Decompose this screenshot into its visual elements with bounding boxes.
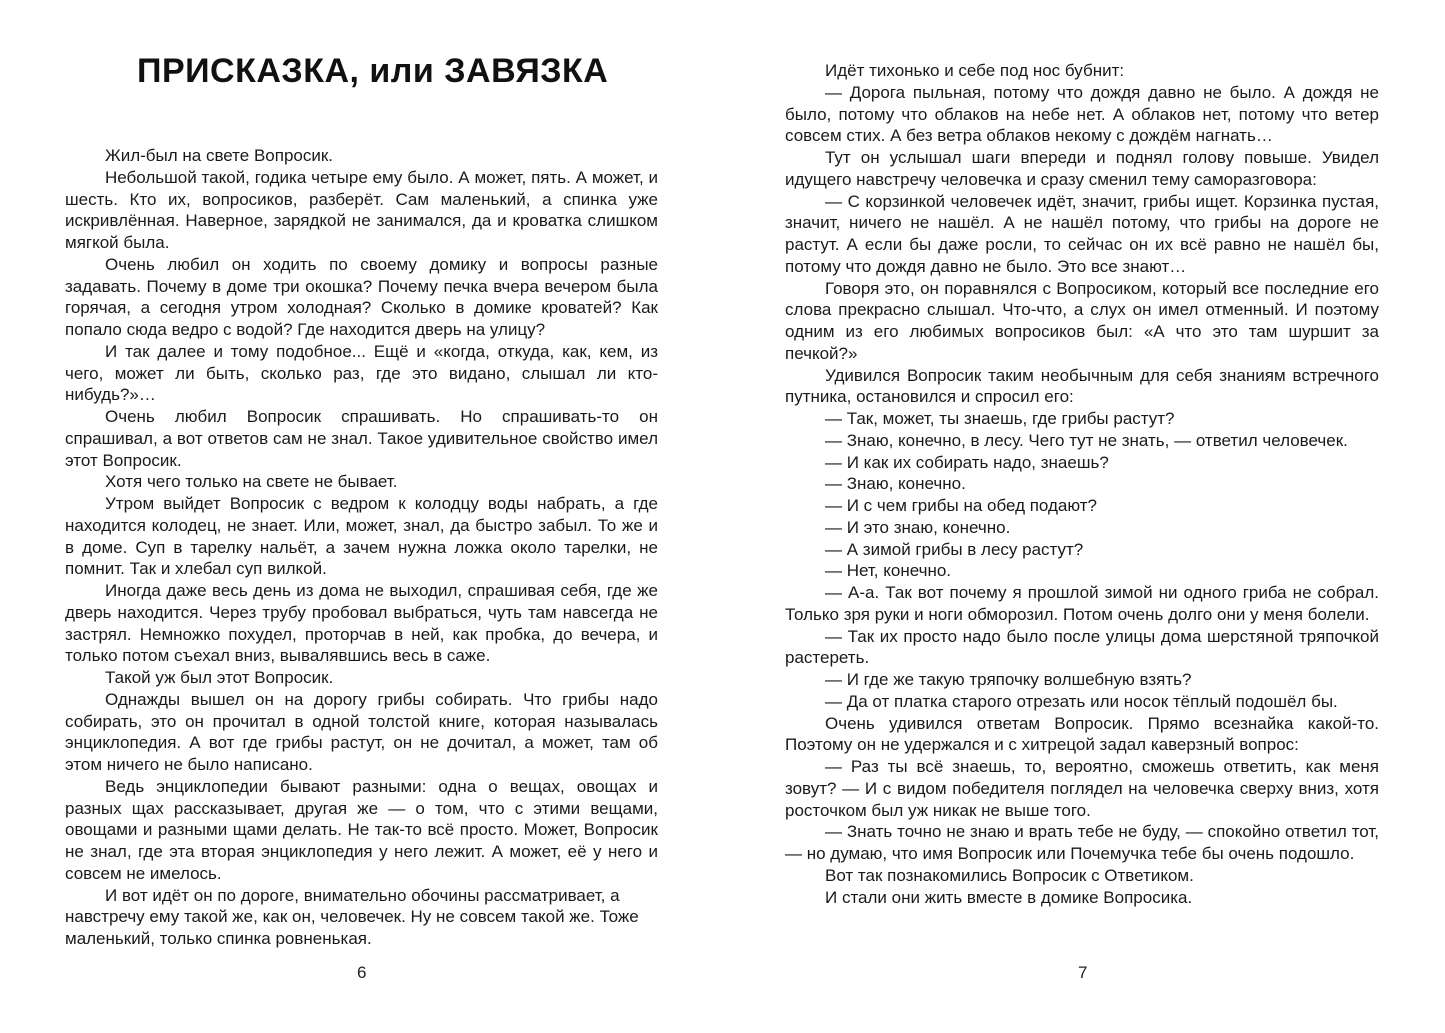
paragraph: — Знать точно не знаю и врать тебе не буду, — спокойно ответил тот, — но думаю, что имя Вопросик или Почемучка тебе бы очень подошло. [785, 822, 1379, 863]
paragraph: Очень любил он ходить по своему домику и вопросы разные задавать. Почему в доме три окошка? Почему печка вчера вечером была горячая, а сегодня утром холодная? Сколько в домике кроватей? Как попало сюда ведро с водой? Где находится дверь на улицу? [65, 254, 658, 339]
paragraph: Иногда даже весь день из дома не выходил, спрашивая себя, где же дверь находится. Через трубу пробовал выбраться, чуть там навсегда не застрял. Немножко похудел, проторчав в ней, как пробка, до вечера, и только потом съехал вниз, вывалявшись весь в саже. [65, 581, 658, 666]
paragraph: — И с чем грибы на обед подают? [825, 496, 1098, 515]
paragraph: — Знаю, конечно, в лесу. Чего тут не знать, — ответил человечек. [825, 430, 1348, 450]
chapter-title: ПРИСКАЗКА, или ЗАВЯЗКА [137, 52, 609, 90]
paragraph: — И как их собирать надо, знаешь? [825, 452, 1109, 472]
paragraph: — Так, может, ты знаешь, где грибы растут? [825, 409, 1175, 428]
paragraph: Небольшой такой, годика четыре ему было. А может, пять. А может, и шесть. Кто их, вопросиков, разберёт. Сам маленький, а спинка уже искривлённая. Наверное, зарядкой не занимался, да и кроватка слишком мягкой была. [65, 167, 658, 252]
paragraph: — Да от платка старого отрезать или носок тёплый подошёл бы. [825, 691, 1338, 711]
paragraph: Ведь энциклопедии бывают разными: одна о вещах, овощах и разных щах рассказывает, другая же — о том, что с этими вещами, овощами и разными щами делать. Не так-то всё просто. Может, Вопросик не знал, где эта вторая энциклопедия у него лежит. А может, её у него и совсем не имелось. [65, 776, 658, 883]
paragraph: И вот идёт он по дороге, внимательно обочины рассматривает, а навстречу ему такой же, как он, человечек. Ну не совсем такой же. Тоже маленький, только спинка ровненькая. [65, 885, 639, 948]
paragraph: Жил-был на свете Вопросик. [105, 146, 334, 165]
paragraph: — И где же такую тряпочку волшебную взять? [825, 670, 1192, 689]
right-page-text [785, 60, 1379, 908]
paragraph: И так далее и тому подобное... Ещё и «когда, откуда, как, кем, из чего, может ли быть, сколько раз, где это видано, слышал ли кто-нибудь?»… [65, 341, 658, 405]
left-page-text [65, 145, 658, 950]
paragraph: Говоря это, он поравнялся с Вопросиком, который все последние его слова прекрасно слышал. Что-что, а слух он имел отменный. И поэтому одним из его любимых вопросиков был: «А что это там шуршит за печкой?» [785, 278, 1379, 363]
paragraph: Удивился Вопросик таким необычным для себя знаниям встречного путника, остановился и спросил его: [785, 365, 1379, 407]
paragraph: — Дорога пыльная, потому что дождя давно не было. А дождя не было, потому что облаков на небе нет. А облаков нет, потому что ветер совсем стих. А без ветра облаков некому с дождём нагнать… [785, 82, 1379, 146]
paragraph: — Так их просто надо было после улицы дома шерстяной тряпочкой растереть. [785, 626, 1379, 668]
paragraph: — Нет, конечно. [825, 561, 952, 581]
paragraph: Утром выйдет Вопросик с ведром к колодцу воды набрать, а где находится колодец, не знает. Или, может, знал, да быстро забыл. То же и в доме. Суп в тарелку нальёт, а зачем нужна ложка около тарелки, не помнит. Так и хлебал суп вилкой. [65, 494, 658, 579]
paragraph: Такой уж был этот Вопросик. [105, 668, 334, 687]
paragraph: — А зимой грибы в лесу растут? [825, 539, 1084, 559]
page-number-left: 6 [357, 963, 367, 982]
paragraph: Очень удивился ответам Вопросик. Прямо всезнайка какой-то. Поэтому он не удержался и с хитрецой задал каверзный вопрос: [785, 713, 1379, 755]
paragraph: Хотя чего только на свете не бывает. [105, 472, 398, 492]
paragraph: — Раз ты всё знаешь, то, вероятно, сможешь ответить, как меня зовут? — И с видом победителя поглядел на человечка сверху вниз, хотя росточком был уж никак не выше того. [785, 757, 1379, 820]
paragraph: — С корзинкой человечек идёт, значит, грибы ищет. Корзинка пустая, значит, ничего не нашёл. А не нашёл потому, что грибы на дороге не растут. А если бы даже росли, то сейчас он их всё равно не нашёл бы, потому что дождя давно не было. Это все знают… [785, 191, 1379, 276]
page-number-right: 7 [1078, 963, 1088, 982]
paragraph: Однажды вышел он на дорогу грибы собирать. Что грибы надо собирать, это он прочитал в одной толстой книге, которая называлась энциклопедия. А вот где грибы растут, он не дочитал, а может, там об этом ничего не было написано. [65, 689, 658, 774]
paragraph: — И это знаю, конечно. [825, 517, 1011, 537]
paragraph: Тут он услышал шаги впереди и поднял голову повыше. Увидел идущего навстречу человечка и сразу сменил тему саморазговора: [785, 148, 1379, 189]
paragraph: — Знаю, конечно. [825, 474, 966, 494]
paragraph: И стали они жить вместе в домике Вопросика. [825, 887, 1193, 907]
paragraph: Вот так познакомились Вопросик с Ответиком. [825, 865, 1194, 885]
paragraph: — А-а. Так вот почему я прошлой зимой ни одного гриба не собрал. Только зря руки и ноги обморозил. Потом очень долго они у меня болели. [785, 583, 1379, 624]
paragraph: Идёт тихонько и себе под нос бубнит: [825, 61, 1125, 80]
paragraph: Очень любил Вопросик спрашивать. Но спрашивать-то он спрашивал, а вот ответов сам не знал. Такое удивительное свойство имел этот Вопросик. [65, 407, 658, 470]
